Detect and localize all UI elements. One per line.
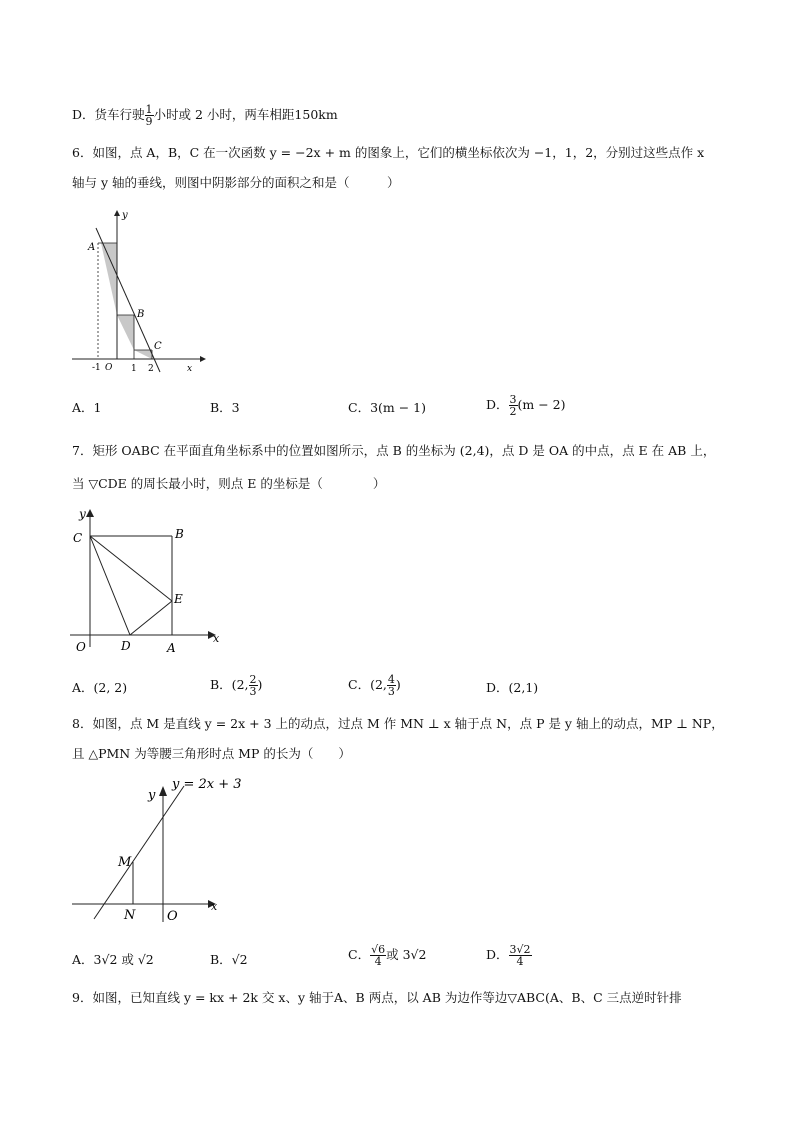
q6-text-line2: 轴与 y 轴的垂线，则图中阴影部分的面积之和是（ ） xyxy=(72,175,400,190)
q8-label-m: M xyxy=(118,855,132,870)
q6-x-arrow xyxy=(200,356,206,362)
q7-text-line1: 7．矩形 OABC 在平面直角坐标系中的位置如图所示，点 B 的坐标为 (2,4)，点 D 是 OA 的中点，点 E 在 AB 上， xyxy=(72,443,716,458)
q7-option-c: C．(2, $\frac{4}{3}$ ) xyxy=(348,673,401,698)
q8-function-line xyxy=(94,786,184,919)
q7-text-line2: 当 ▽CDE 的周长最小时，则点 E 的坐标是（ ） xyxy=(72,476,386,491)
q6-shade-2 xyxy=(117,315,134,350)
q7-line-cd xyxy=(90,536,130,635)
q6-label-x: x xyxy=(187,364,193,374)
q5-fraction: $\frac{1}{9}$ xyxy=(145,103,153,128)
q7-label-y: y xyxy=(79,507,86,521)
q7-option-b-fraction: $\frac{2}{3}$ xyxy=(249,673,257,698)
q6-label-y: y xyxy=(122,210,128,221)
q7-label-d: D xyxy=(121,639,131,653)
q6-label-b: B xyxy=(137,309,145,320)
q6-label-1: 1 xyxy=(131,364,137,374)
q8-label-eq: y = 2x + 3 xyxy=(172,777,242,792)
q7-line-de xyxy=(130,601,172,635)
q8-label-y: y xyxy=(148,788,156,803)
q8-option-c: C． $\frac{√6}{4}$ 或 3√2 xyxy=(348,943,427,968)
q8-label-o: O xyxy=(167,909,178,924)
q7-option-d: D．(2,1) xyxy=(486,680,539,695)
q6-label-c: C xyxy=(154,341,162,352)
q8-label-n: N xyxy=(124,908,136,923)
q6-option-d: D． $\frac{3}{2}$ (m − 2) xyxy=(486,393,566,418)
q8-option-b: B．√2 xyxy=(210,952,248,967)
q8-text-line2: 且 △PMN 为等腰三角形时点 MP 的长为（ ） xyxy=(72,746,351,761)
q8-y-arrow xyxy=(159,786,167,796)
q6-shade-1 xyxy=(101,243,117,315)
q6-option-c: C．3(m − 1) xyxy=(348,400,426,415)
q8-text-line1: 8．如图，点 M 是直线 y = 2x + 3 上的动点，过点 M 作 MN ⊥ x 轴于点 N，点 P 是 y 轴上的动点，MP ⊥ NP， xyxy=(72,716,724,731)
q7-label-x: x xyxy=(213,632,220,645)
q6-option-d-fraction: $\frac{3}{2}$ xyxy=(509,393,517,418)
q6-label-o: O xyxy=(105,363,113,373)
q8-option-d: D． $\frac{3√2}{4}$ xyxy=(486,943,531,968)
q7-label-c: C xyxy=(73,531,83,545)
q7-label-o: O xyxy=(76,640,86,654)
q5-option-d: D．货车行驶 $\frac{1}{9}$ 小时或 2 小时，两车相距150km xyxy=(72,103,338,128)
q6-figure xyxy=(72,206,207,376)
q7-figure xyxy=(70,505,220,655)
q6-y-arrow xyxy=(114,210,120,216)
q7-option-c-fraction: $\frac{4}{3}$ xyxy=(387,673,395,698)
q9-text-line1: 9．如图，已知直线 y = kx + 2k 交 x、y 轴于A、B 两点，以 AB 为边作等边▽ABC(A、B、C 三点逆时针排 xyxy=(72,990,682,1005)
q6-label-2: 2 xyxy=(148,364,154,374)
q7-label-a: A xyxy=(167,641,176,655)
q6-shade-3 xyxy=(134,350,152,359)
q7-label-e: E xyxy=(174,592,183,606)
q8-label-x: x xyxy=(211,900,218,913)
q6-option-b: B．3 xyxy=(210,400,240,415)
q7-y-arrow xyxy=(86,509,94,517)
q6-label-a: A xyxy=(88,242,96,253)
q8-figure xyxy=(70,772,242,932)
q6-label-m1: -1 xyxy=(92,363,101,373)
q6-text-line1: 6．如图，点 A，B，C 在一次函数 y = −2x + m 的图象上，它们的横坐标依次为 −1，1，2，分别过这些点作 x xyxy=(72,145,705,160)
q8-option-d-fraction: $\frac{3√2}{4}$ xyxy=(509,943,531,968)
q6-option-a: A．1 xyxy=(72,400,102,415)
q7-option-b: B．(2, $\frac{2}{3}$ ) xyxy=(210,673,263,698)
q7-label-b: B xyxy=(175,527,184,541)
q8-option-c-fraction: $\frac{√6}{4}$ xyxy=(371,943,386,968)
q7-line-ce xyxy=(90,536,172,601)
q8-option-a: A．3√2 或 √2 xyxy=(72,952,154,967)
q7-option-a: A．(2, 2) xyxy=(72,680,128,695)
